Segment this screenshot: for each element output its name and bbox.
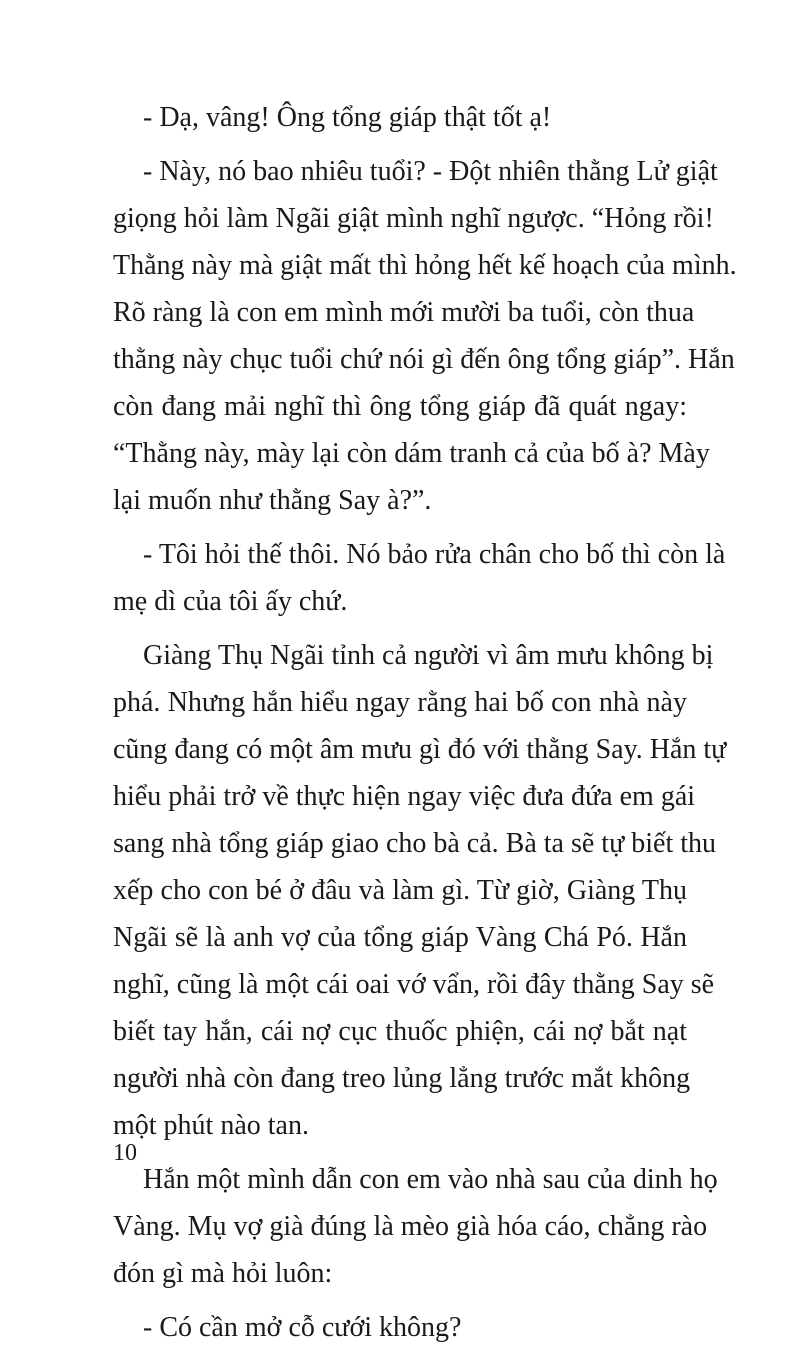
text-line: - Tôi hỏi thế thôi. Nó bảo rửa chân cho bố thì còn là <box>143 539 726 570</box>
paragraph <box>113 1304 687 1351</box>
text-line: một phút nào tan. <box>113 1110 309 1141</box>
paragraph <box>113 531 726 625</box>
text-line: “Thằng này, mày lại còn dám tranh cả của bố à? Mày <box>113 438 710 469</box>
text-line: - Có cần mở cỗ cưới không? <box>143 1312 462 1343</box>
text-line: mẹ dì của tôi ấy chứ. <box>113 586 348 617</box>
text-line: đón gì mà hỏi luôn: <box>113 1258 333 1289</box>
text-line: - Dạ, vâng! Ông tổng giáp thật tốt ạ! <box>143 102 552 133</box>
text-line: còn đang mải nghĩ thì ông tổng giáp đã quát ngay: <box>113 391 687 422</box>
text-line: nghĩ, cũng là một cái oai vớ vẩn, rồi đây thằng Say sẽ <box>113 969 715 1000</box>
text-line: phá. Nhưng hắn hiểu ngay rằng hai bố con nhà này <box>113 687 687 718</box>
paragraph <box>113 94 687 141</box>
body-text <box>113 94 737 1351</box>
paragraph <box>113 148 737 524</box>
text-line: Vàng. Mụ vợ già đúng là mèo già hóa cáo, chẳng rào <box>113 1211 708 1242</box>
text-line: Rõ ràng là con em mình mới mười ba tuổi, còn thua <box>113 297 695 328</box>
text-line: người nhà còn đang treo lủng lẳng trước mắt không <box>113 1063 691 1094</box>
text-line: giọng hỏi làm Ngãi giật mình nghĩ ngược. “Hỏng rồi! <box>113 203 714 234</box>
paragraph <box>113 1156 718 1297</box>
text-line: sang nhà tổng giáp giao cho bà cả. Bà ta sẽ tự biết thu <box>113 828 717 859</box>
text-line: hiểu phải trở về thực hiện ngay việc đưa đứa em gái <box>113 781 696 812</box>
text-line: cũng đang có một âm mưu gì đó với thằng Say. Hắn tự <box>113 734 727 765</box>
text-line: xếp cho con bé ở đâu và làm gì. Từ giờ, Giàng Thụ <box>113 875 687 906</box>
text-line: Giàng Thụ Ngãi tỉnh cả người vì âm mưu không bị <box>143 640 714 671</box>
text-line: thằng này chục tuổi chứ nói gì đến ông tổng giáp”. Hắn <box>113 344 735 375</box>
text-line: Hắn một mình dẫn con em vào nhà sau của dinh họ <box>143 1164 718 1195</box>
text-line: biết tay hắn, cái nợ cục thuốc phiện, cái nợ bắt nạt <box>113 1016 687 1047</box>
page-number: 10 <box>113 1140 137 1166</box>
text-line: Thằng này mà giật mất thì hỏng hết kế hoạch của mình. <box>113 250 737 281</box>
text-line: Ngãi sẽ là anh vợ của tổng giáp Vàng Chá Pó. Hắn <box>113 922 687 953</box>
text-line: lại muốn như thằng Say à?”. <box>113 485 432 516</box>
paragraph <box>113 632 727 1149</box>
text-line: - Này, nó bao nhiêu tuổi? - Đột nhiên thằng Lử giật <box>143 156 718 187</box>
